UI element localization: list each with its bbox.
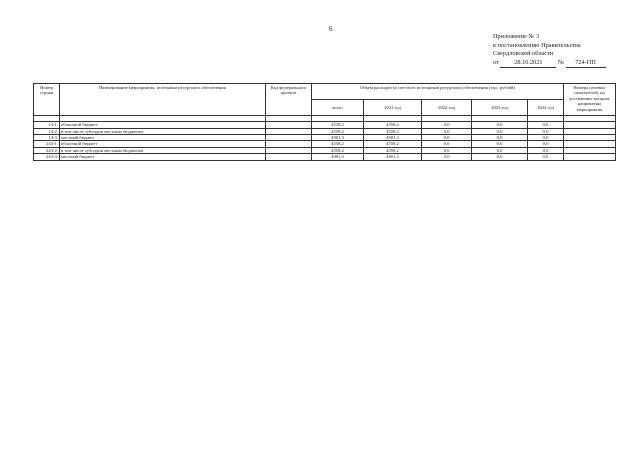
header-2024: 2024 год	[528, 100, 564, 116]
cell-activity-name: в том числе субсидии местным бюджетам	[60, 147, 266, 153]
cell-total: 4901,3	[312, 135, 364, 141]
cell-targets	[564, 154, 616, 160]
page-number: 6	[329, 25, 333, 33]
header-targets: Номера целевых показателей, на достижение которых направлены мероприятия	[564, 84, 616, 116]
header-2023: 2023 год	[472, 100, 528, 116]
header-activity-name: Наименование мероприятия, источники ресурсного обеспечения	[60, 84, 266, 116]
decree-number: 724-ПП	[566, 59, 606, 69]
cell-2022: 0,0	[422, 154, 472, 160]
header-federal-code: Код федерального проекта	[266, 84, 312, 116]
table-row	[34, 154, 616, 160]
cell-activity-name: местный бюджет	[60, 154, 266, 160]
cell-2024: 0,0	[528, 122, 564, 128]
cell-total: 4558,2	[312, 141, 364, 147]
cell-row-number: 243-1.	[34, 141, 60, 147]
cell-2021: 4901,3	[364, 154, 422, 160]
cell-total: 4558,2	[312, 147, 364, 153]
header-2022: 2022 год	[422, 100, 472, 116]
cell-2023: 0,0	[472, 141, 528, 147]
decree-date: 28.10.2021	[500, 59, 556, 69]
cell-2024: 0,0	[528, 135, 564, 141]
cell-row-number: 243-2.	[34, 147, 60, 153]
header-total: всего	[312, 100, 364, 116]
table-body	[34, 116, 616, 161]
cell-2023: 0,0	[472, 147, 528, 153]
cell-row-number: 14-2.	[34, 128, 60, 134]
cell-activity-name: в том числе субсидии местным бюджетам	[60, 128, 266, 134]
cell-2021: 4558,2	[364, 122, 422, 128]
cell-2021: 4558,2	[364, 141, 422, 147]
cell-2021: 4558,2	[364, 147, 422, 153]
cell-2022: 0,0	[422, 122, 472, 128]
cell-2021: 4901,3	[364, 135, 422, 141]
cell-total: 4558,2	[312, 128, 364, 134]
cell-2023: 0,0	[472, 154, 528, 160]
appendix-title: Приложение № 3	[493, 33, 540, 40]
cell-2021: 4558,2	[364, 128, 422, 134]
cell-2024: 0,0	[528, 128, 564, 134]
cell-2023: 0,0	[472, 135, 528, 141]
cell-2023: 0,0	[472, 128, 528, 134]
cell-2024: 0,0	[528, 154, 564, 160]
cell-activity-name: областной бюджет	[60, 141, 266, 147]
header-2021: 2021 год	[364, 100, 422, 116]
cell-2024: 0,0	[528, 141, 564, 147]
cell-2022: 0,0	[422, 147, 472, 153]
cell-2022: 0,0	[422, 135, 472, 141]
date-prefix: от	[493, 58, 499, 66]
cell-federal-code	[266, 154, 312, 160]
cell-row-number: 243-3.	[34, 154, 60, 160]
appendix-reference: к постановлению Правительства	[493, 41, 581, 49]
appendix-date-line	[493, 59, 606, 69]
cell-activity-name: местный бюджет	[60, 135, 266, 141]
header-volume-group: Объем расходов за счет всех источников ресурсного обеспечения (тыс. рублей)	[312, 84, 564, 100]
cell-2022: 0,0	[422, 128, 472, 134]
expense-table	[33, 83, 616, 161]
cell-activity-name: областной бюджет	[60, 122, 266, 128]
cell-total: 4558,2	[312, 122, 364, 128]
cell-2023: 0,0	[472, 122, 528, 128]
cell-2022: 0,0	[422, 141, 472, 147]
header-row-number: Номер строки	[34, 84, 60, 116]
cell-total: 4901,3	[312, 154, 364, 160]
cell-row-number: 14-1.	[34, 122, 60, 128]
appendix-region: Свердловской области	[493, 50, 554, 58]
cell-2024: 0,0	[528, 147, 564, 153]
number-prefix: №	[557, 58, 564, 66]
appendix-block	[493, 33, 606, 68]
cell-row-number: 14-3.	[34, 135, 60, 141]
